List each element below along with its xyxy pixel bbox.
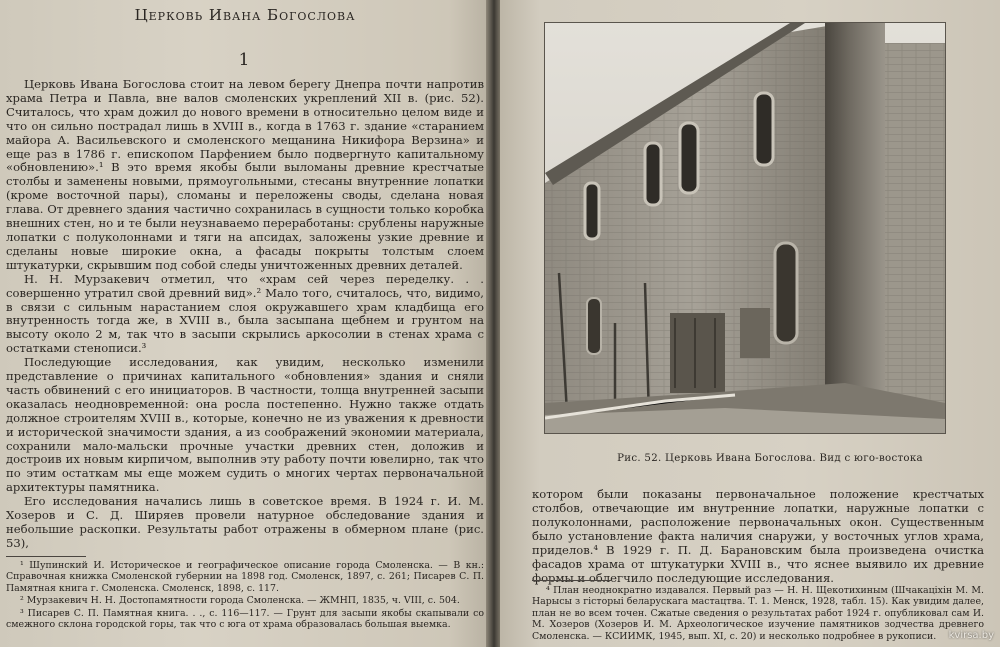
watermark: kvirsa.by [948, 630, 994, 641]
church-photo-image [545, 23, 945, 433]
left-footnotes [6, 560, 484, 631]
footnote-rule [6, 556, 86, 557]
footnote: ⁴ План неоднократно издавался. Первый раз — Н. Н. Щекотихиным (Шчакацiхiн М. М. Нарысы з гiсторыi беларускага мастацтва. Т. 1. Менск, 1928, табл. 15). Как увидим далее, план не во всем точен. Сжатые сведения о результатах работ 1924 г. опубликовал сам И. М. Хозеров (Хозеров И. М. Археологическое изучение памятников зодчества древнего Смоленска. — КСИИМК, 1945, вып. XI, с. 20) и несколько подробнее в рукописи. [532, 585, 984, 642]
footnote-rule [532, 580, 612, 581]
paragraph: Н. Н. Мурзакевич отметил, что «храм сей через переделку. . . совершенно утратил свой древний вид».² Мало того, считалось, что, видимо, в связи с сильным нарастанием слоя окружавшего храм кладбища его внутренность тогда же, в XVIII в., была засыпана щебнем и грунтом на высоту около 2 м, так что в засыпи скрылись аркосолии в стенах храма с остатками стенописи.³ [6, 271, 484, 356]
chapter-number: 1 [238, 50, 250, 70]
left-page [0, 0, 488, 647]
paragraph: Его исследования начались лишь в советское время. В 1924 г. И. М. Хозеров и С. Д. Ширяев провели натурное обследование здания и небольшие раскопки. Результаты работ отражены в обмерном плане (рис. 53), [6, 494, 484, 550]
footnote: ² Мурзакевич Н. Н. Достопамятности города Смоленска. — ЖМНП, 1835, ч. VIII, с. 504. [20, 595, 460, 607]
right-body-text [532, 487, 984, 585]
church-photo [544, 22, 946, 434]
figure-caption: Рис. 52. Церковь Ивана Богослова. Вид с юго-востока [617, 453, 923, 464]
paragraph: Церковь Ивана Богослова стоит на левом берегу Днепра почти напротив храма Петра и Павла, вне валов смоленских укреплений XII в. (рис. 52). Считалось, что храм дожил до нового времени в относительно целом виде и что он сильно пострадал лишь в XVIII в., когда в 1763 г. здание «старанием майора А. Васильевского и смоленского мещанина Никифора Верзина» и еще раз в 1786 г. епископом Парфением было подвергнуто капитальному «обновлению».¹ В это время якобы были выломаны древние крестчатые столбы и заменены новыми, прямоугольными, стесаны внутренние лопатки (кроме восточной пары), сломаны и переложены своды, сделана новая глава. От древнего здания частично сохранилась в сущности только коробка внешних стен, но и те были неузнаваемо переработаны: срублены наружные лопатки с полуколоннами и тяги на апсидах, заложены узкие древние и сделаны новые широкие окна, а фасады покрыты толстым слоем штукатурки, скрывшим под собой следы уничтоженных древних деталей. [6, 77, 484, 272]
running-head: Церковь Ивана Богослова [134, 6, 356, 24]
paragraph: котором были показаны первоначальное положение крестчатых столбов, отвечающие им внутренние лопатки, наружные лопатки с полуколоннами, расположение первоначальных окон. Существенным было установление факта наличия снаружи, у восточных углов храма, приделов.⁴ В 1929 г. П. Д. Барановским была произведена очистка фасадов храма от штукатурки XVIII в., что яснее выявило их древние формы и облегчило последующие исследования. [532, 487, 984, 585]
left-body-text [6, 78, 484, 551]
footnote: ³ Писарев С. П. Памятная книга. . ., с. 116—117. — Грунт для засыпи якобы скапывали со смежного склона городской горы, так что с юга от храма образовалась большая выемка. [6, 607, 484, 631]
footnote: ¹ Шупинский И. Историческое и географическое описание города Смоленска. — В кн.: Справочная книжка Смоленской губернии на 1898 год. Смоленск, 1897, с. 261; Писарев С. П. Памятная книга г. Смоленска. Смоленск, 1898, с. 117. [6, 560, 484, 594]
right-footnotes [532, 585, 984, 642]
right-page [500, 0, 1000, 647]
paragraph: Последующие исследования, как увидим, несколько изменили представление о причинах капитального «обновления» здания и сняли часть обвинений с его инициаторов. В частности, толща внутренней засыпи оказалась неодновременной: она росла постепенно. Нужно также отдать должное строителям XVIII в., которые, конечно не из уважения к древности и исторической значимости здания, а из соображений экономии материала, сохранили мало-мальски прочные участки древних стен, доложив и достроив их новым кирпичом, выполнив эту работу почти ювелирно, так что по этим остаткам мы еще можем судить о многих чертах первоначальной архитектуры памятника. [6, 355, 484, 495]
